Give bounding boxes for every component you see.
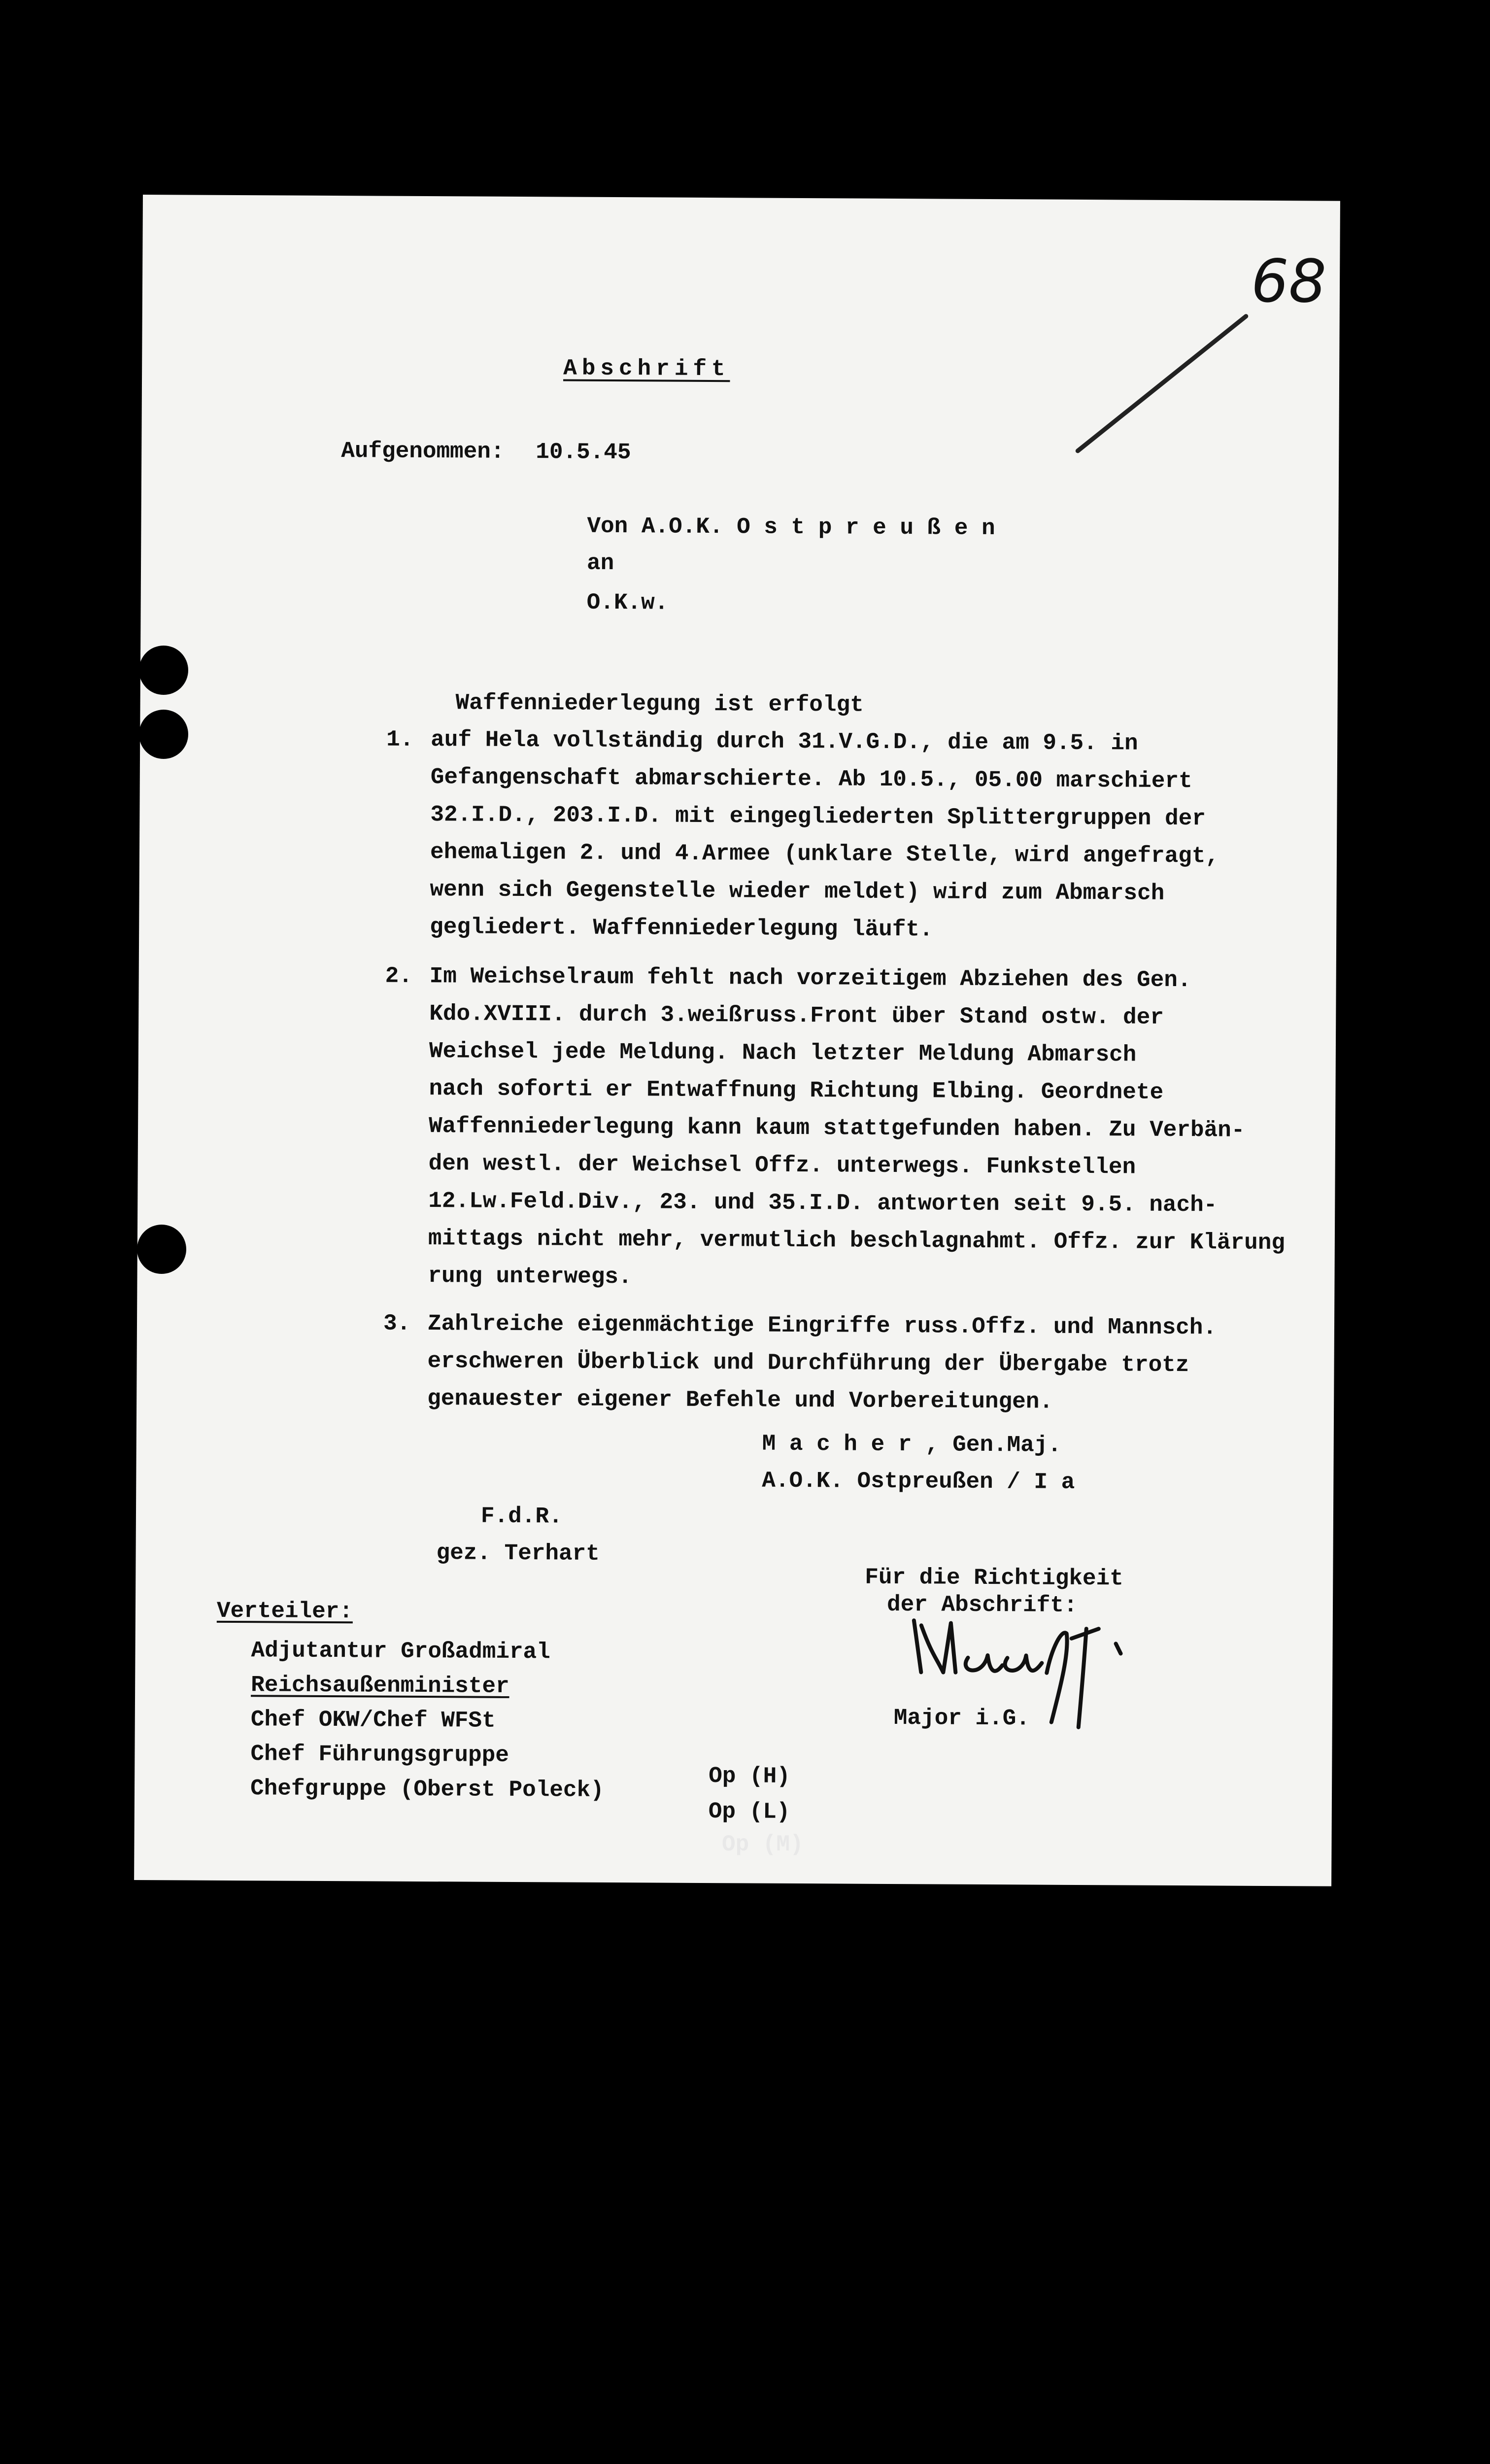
item-line: mittags nicht mehr, vermutlich beschlagnahmt. Offz. zur Klärung bbox=[428, 1226, 1286, 1256]
from-line: Von A.O.K. O s t p r e u ß e n bbox=[587, 513, 995, 542]
item-line: Zahlreiche eigenmächtige Eingriffe russ.Offz. und Mannsch. bbox=[427, 1311, 1217, 1341]
item-line: nach soforti er Entwaffnung Richtung Elbing. Geordnete bbox=[429, 1076, 1164, 1105]
item-number: 1. bbox=[386, 726, 414, 753]
punch-hole bbox=[137, 1225, 186, 1274]
item-line: erschweren Überblick und Durchführung der Übergabe trotz bbox=[427, 1348, 1189, 1378]
page-number: 68 bbox=[1251, 247, 1327, 316]
received-date: 10.5.45 bbox=[536, 439, 631, 466]
fdr-label: F.d.R. bbox=[480, 1503, 563, 1530]
item-line: 32.I.D., 203.I.D. mit eingegliederten Splittergruppen der bbox=[430, 802, 1206, 832]
item-line: Im Weichselraum fehlt nach vorzeitigem Abziehen des Gen. bbox=[429, 963, 1191, 993]
item-line: gegliedert. Waffenniederlegung läuft. bbox=[430, 914, 933, 943]
list-item: Chef Führungsgruppe bbox=[250, 1741, 509, 1768]
punch-hole bbox=[139, 710, 188, 759]
distribution-label: Verteiler: bbox=[216, 1598, 353, 1625]
list-item: Op (M) bbox=[722, 1832, 804, 1857]
document-title: Abschrift bbox=[563, 355, 730, 382]
certifier-rank: Major i.G. bbox=[893, 1705, 1030, 1732]
certification-line2: der Abschrift: bbox=[886, 1591, 1078, 1618]
to-line: O.K.w. bbox=[586, 589, 669, 616]
list-item: Op (H) bbox=[709, 1763, 790, 1789]
to-word: an bbox=[586, 550, 614, 577]
item-line: Waffenniederlegung kann kaum stattgefunden haben. Zu Verbän- bbox=[428, 1113, 1245, 1143]
item-line: Gefangenschaft abmarschierte. Ab 10.5., 05.00 marschiert bbox=[430, 764, 1192, 794]
item-line: rung unterwegs. bbox=[428, 1263, 632, 1290]
item-line: genauester eigener Befehle und Vorbereitungen. bbox=[427, 1386, 1053, 1415]
item-number: 2. bbox=[385, 963, 413, 989]
item-line: 12.Lw.Feld.Div., 23. und 35.I.D. antworten seit 9.5. nach- bbox=[428, 1188, 1218, 1218]
signature-name: M a c h e r , Gen.Maj. bbox=[762, 1431, 1062, 1458]
fdr-name: gez. Terhart bbox=[436, 1540, 600, 1567]
item-line: auf Hela vollständig durch 31.V.G.D., die am 9.5. in bbox=[431, 727, 1138, 756]
list-item: Adjutantur Großadmiral bbox=[251, 1638, 550, 1665]
list-item: Reichsaußenminister bbox=[251, 1672, 509, 1699]
punch-hole bbox=[139, 646, 188, 695]
item-line: ehemaligen 2. und 4.Armee (unklare Stelle, wird angefragt, bbox=[430, 839, 1219, 869]
list-item: Op (L) bbox=[708, 1799, 790, 1825]
certification-line1: Für die Richtigkeit bbox=[865, 1564, 1123, 1592]
item-line: Weichsel jede Meldung. Nach letzter Meldung Abmarsch bbox=[429, 1038, 1137, 1068]
intro-line: Waffenniederlegung ist erfolgt bbox=[455, 690, 864, 718]
list-item: Chef OKW/Chef WFSt bbox=[250, 1707, 496, 1734]
document-page bbox=[134, 195, 1340, 1886]
item-number: 3. bbox=[383, 1310, 411, 1336]
signature-unit: A.O.K. Ostpreußen / I a bbox=[762, 1468, 1075, 1495]
item-line: den westl. der Weichsel Offz. unterwegs. Funkstellen bbox=[428, 1151, 1136, 1180]
item-line: wenn sich Gegenstelle wieder meldet) wird zum Abmarsch bbox=[430, 877, 1165, 906]
received-label: Aufgenommen: bbox=[341, 438, 505, 465]
item-line: Kdo.XVIII. durch 3.weißruss.Front über Stand ostw. der bbox=[429, 1001, 1164, 1030]
list-item: Chefgruppe (Oberst Poleck) bbox=[250, 1776, 604, 1803]
